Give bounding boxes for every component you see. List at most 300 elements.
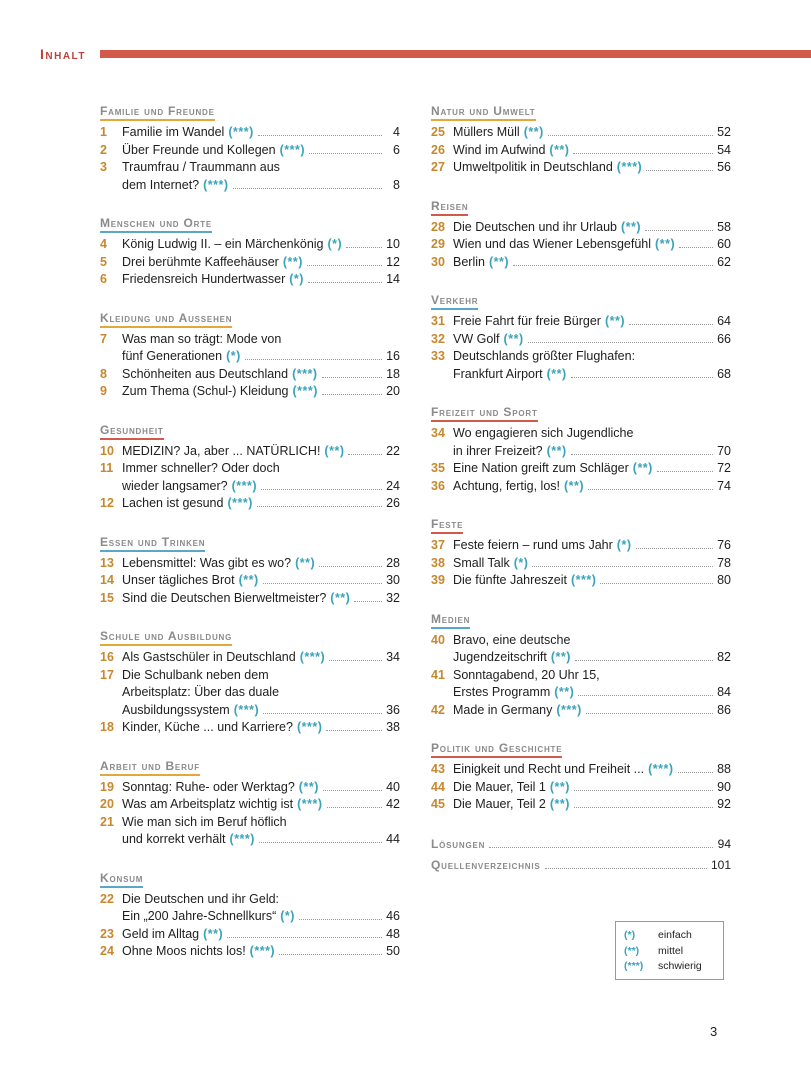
- page-ref: 32: [386, 590, 400, 605]
- toc-entry[interactable]: [100, 124, 400, 142]
- toc-entry[interactable]: [100, 891, 400, 926]
- entry-lines: [122, 236, 400, 254]
- entry-line: [453, 667, 731, 685]
- toc-entry[interactable]: [431, 555, 731, 573]
- toc-section: [431, 515, 731, 590]
- entry-line: [453, 313, 731, 331]
- chapter-number: 34: [431, 426, 445, 440]
- difficulty-marker: (***): [227, 496, 253, 510]
- chapter-title: Freie Fahrt für freie Bürger: [453, 314, 601, 328]
- page-ref: 12: [386, 254, 400, 269]
- page-ref: 82: [717, 650, 731, 664]
- toc-entry[interactable]: [431, 254, 731, 272]
- entry-lines: [122, 667, 400, 720]
- dot-leader: [513, 264, 713, 266]
- page-ref: 68: [717, 366, 731, 381]
- entry-line: [453, 632, 731, 650]
- entry-lines: [453, 142, 731, 160]
- entry-lines: [453, 702, 731, 720]
- page-ref: 62: [717, 254, 731, 269]
- chapter-title: Sonntagabend, 20 Uhr 15,: [453, 667, 600, 682]
- dot-leader: [573, 152, 713, 154]
- dot-leader: [645, 229, 713, 231]
- toc-entry[interactable]: [431, 537, 731, 555]
- page-ref: 92: [717, 797, 731, 811]
- toc-entry[interactable]: [431, 632, 731, 667]
- page-ref: 26: [386, 496, 400, 510]
- toc-section: [100, 533, 400, 608]
- dot-leader: [571, 376, 713, 378]
- entry-lines: [122, 590, 400, 608]
- entry-line: [122, 159, 400, 177]
- page-ref: 70: [717, 443, 731, 458]
- chapter-number: 41: [431, 667, 445, 682]
- dot-leader: [263, 712, 382, 714]
- chapter-number: 3: [100, 160, 107, 174]
- chapter-title: Deutschlands größter Flughafen:: [453, 349, 636, 363]
- dot-leader: [528, 341, 713, 343]
- toc-entry[interactable]: [100, 366, 400, 384]
- legend-symbol: (***): [624, 960, 644, 972]
- entry-lines: [453, 460, 731, 478]
- chapter-number: 26: [431, 142, 445, 157]
- toc-entry[interactable]: [431, 219, 731, 237]
- page-ref: 18: [386, 366, 400, 381]
- difficulty-marker: (*): [289, 272, 304, 286]
- page-ref: 46: [386, 909, 400, 923]
- difficulty-marker: (**): [295, 555, 316, 570]
- chapter-number: 24: [100, 944, 114, 958]
- chapter-title: Ausbildungssystem: [122, 702, 230, 717]
- entry-lines: [122, 891, 400, 926]
- chapter-title: und korrekt verhält: [122, 832, 226, 846]
- page-ref: 101: [710, 857, 731, 872]
- chapter-title: Frankfurt Airport: [453, 366, 543, 381]
- difficulty-marker: (***): [570, 573, 597, 587]
- dot-leader: [257, 505, 382, 507]
- entry-lines: [453, 219, 731, 237]
- toc-entry[interactable]: [100, 142, 400, 160]
- entry-lines: [453, 555, 731, 573]
- toc-entry[interactable]: [100, 590, 400, 608]
- chapter-title: fünf Generationen: [122, 349, 223, 363]
- toc-entry[interactable]: [431, 236, 731, 254]
- chapter-title: Geld im Alltag: [122, 926, 200, 941]
- entry-lines: [453, 572, 731, 590]
- difficulty-marker: (**): [546, 366, 567, 381]
- dot-leader: [227, 936, 382, 938]
- page-ref: 60: [717, 237, 731, 251]
- toc-entry[interactable]: [431, 124, 731, 142]
- chapter-number: 35: [431, 461, 445, 475]
- toc-entry[interactable]: [100, 943, 400, 961]
- legend-symbol: (**): [624, 944, 640, 957]
- difficulty-marker: (***): [229, 832, 255, 846]
- toc-entry[interactable]: [100, 926, 400, 944]
- toc-entry[interactable]: [100, 460, 400, 495]
- page-ref: 22: [386, 443, 400, 458]
- page-ref: 74: [717, 478, 731, 493]
- entry-line: [122, 555, 400, 573]
- entry-lines: [122, 460, 400, 495]
- extra-label: Lösungen: [431, 836, 486, 851]
- entry-line: [122, 254, 400, 272]
- chapter-title: Small Talk: [453, 555, 510, 570]
- chapter-number: 32: [431, 331, 445, 346]
- chapter-title: in ihrer Freizeit?: [453, 443, 543, 458]
- toc-column-left: [100, 102, 400, 981]
- difficulty-marker: (**): [203, 926, 224, 941]
- toc-entry[interactable]: [100, 495, 400, 513]
- toc-section: [431, 610, 731, 720]
- page-ref: 28: [386, 555, 400, 570]
- toc-extra-item[interactable]: [431, 855, 731, 876]
- chapter-title: Die Schulbank neben dem: [122, 667, 269, 682]
- page-ref: 72: [717, 461, 731, 475]
- entry-line: [453, 779, 731, 797]
- chapter-title: Einigkeit und Recht und Freiheit ...: [453, 762, 645, 776]
- toc-entry[interactable]: [431, 460, 731, 478]
- chapter-number: 2: [100, 142, 107, 157]
- chapter-title: Arbeitsplatz: Über das duale: [122, 685, 280, 699]
- difficulty-marker: (**): [549, 779, 570, 794]
- entry-line: [453, 348, 731, 366]
- chapter-title: Die Mauer, Teil 1: [453, 779, 546, 794]
- page-ref: 42: [386, 797, 400, 811]
- entry-line: [453, 761, 731, 779]
- entry-line: [122, 331, 400, 349]
- entry-lines: [122, 796, 400, 814]
- chapter-title: Traumfrau / Traummann aus: [122, 160, 280, 174]
- entry-line: [453, 796, 731, 814]
- section-title: Freizeit und Sport: [431, 405, 538, 422]
- page-ref: 58: [717, 219, 731, 234]
- difficulty-marker: (***): [297, 797, 323, 811]
- page-ref: 80: [717, 573, 731, 587]
- chapter-title: Die Deutschen und ihr Geld:: [122, 891, 280, 906]
- dot-leader: [327, 806, 382, 808]
- chapter-number: 13: [100, 555, 114, 570]
- chapter-number: 33: [431, 349, 445, 363]
- entry-lines: [453, 667, 731, 702]
- entry-lines: [453, 761, 731, 779]
- chapter-title: König Ludwig II. – ein Märchenkönig: [122, 237, 324, 251]
- page-ref: 30: [386, 573, 400, 587]
- entry-line: [122, 590, 400, 608]
- section-title: Politik und Geschichte: [431, 741, 562, 758]
- page-ref: 10: [386, 237, 400, 251]
- entry-line: [453, 555, 731, 573]
- chapter-number: 14: [100, 573, 114, 587]
- chapter-title: Jugendzeitschrift: [453, 650, 547, 664]
- chapter-title: Friedensreich Hundertwasser: [122, 272, 286, 286]
- difficulty-marker: (**): [554, 685, 575, 699]
- toc-entry[interactable]: [431, 478, 731, 496]
- entry-line: [453, 219, 731, 237]
- chapter-number: 28: [431, 219, 445, 234]
- toc-entry[interactable]: [100, 254, 400, 272]
- page-ref: 8: [393, 177, 400, 192]
- difficulty-marker: (***): [228, 125, 254, 139]
- toc-entry[interactable]: [100, 443, 400, 461]
- page-ref: 6: [393, 142, 400, 157]
- toc-entry[interactable]: [100, 572, 400, 590]
- chapter-title: Lachen ist gesund: [122, 496, 224, 510]
- chapter-title: Achtung, fertig, los!: [453, 478, 561, 493]
- entry-lines: [122, 124, 400, 142]
- toc-entry[interactable]: [431, 702, 731, 720]
- difficulty-marker: (*): [226, 349, 241, 363]
- entry-line: [122, 271, 400, 289]
- chapter-title: Ein „200 Jahre-Schnellkurs“: [122, 909, 277, 923]
- toc-extra-item[interactable]: [431, 834, 731, 855]
- entry-lines: [453, 425, 731, 460]
- toc-entry[interactable]: [100, 331, 400, 366]
- chapter-title: Erstes Programm: [453, 685, 551, 699]
- dot-leader: [326, 729, 382, 731]
- toc-entry[interactable]: [431, 331, 731, 349]
- chapter-number: 18: [100, 720, 114, 734]
- section-title: Kleidung und Aussehen: [100, 311, 232, 328]
- entry-lines: [453, 254, 731, 272]
- chapter-title: Familie im Wandel: [122, 125, 225, 139]
- page-ref: 94: [717, 836, 731, 851]
- page-ref: 16: [386, 349, 400, 363]
- chapter-number: 30: [431, 254, 445, 269]
- difficulty-marker: (**): [488, 254, 510, 269]
- difficulty-marker: (***): [292, 384, 318, 398]
- dot-leader: [279, 953, 382, 955]
- entry-line: [453, 537, 731, 555]
- chapter-title: Was man so trägt: Mode von: [122, 331, 282, 346]
- chapter-number: 11: [100, 461, 114, 475]
- toc-entry[interactable]: [431, 425, 731, 460]
- page-ref: 84: [717, 685, 731, 699]
- section-title: Gesundheit: [100, 423, 164, 440]
- entry-line: [122, 926, 400, 944]
- chapter-title: Was am Arbeitsplatz wichtig ist: [122, 797, 294, 811]
- toc-section: [431, 403, 731, 495]
- toc-section: [100, 102, 400, 194]
- chapter-title: Die fünfte Jahreszeit: [453, 573, 567, 587]
- page-ref: 14: [386, 272, 400, 286]
- entry-lines: [122, 719, 400, 737]
- toc-entry[interactable]: [431, 779, 731, 797]
- chapter-title: Feste feiern – rund ums Jahr: [453, 538, 613, 552]
- entry-line: [122, 236, 400, 254]
- page-ref: 24: [386, 478, 400, 493]
- chapter-number: 20: [100, 797, 114, 811]
- page-number: 3: [710, 1024, 718, 1039]
- chapter-number: 16: [100, 650, 114, 664]
- entry-lines: [122, 159, 400, 194]
- entry-lines: [453, 537, 731, 555]
- difficulty-marker: (**): [238, 573, 259, 587]
- entry-line: [122, 891, 400, 909]
- toc-entry[interactable]: [431, 348, 731, 383]
- difficulty-marker: (**): [655, 237, 676, 251]
- dot-leader: [346, 246, 382, 248]
- entry-line: [453, 124, 731, 142]
- toc-entry[interactable]: [431, 159, 731, 177]
- entry-lines: [122, 555, 400, 573]
- toc-entry[interactable]: [431, 313, 731, 331]
- toc-entry[interactable]: [100, 796, 400, 814]
- dot-leader: [588, 488, 713, 490]
- toc-section: [431, 739, 731, 814]
- difficulty-marker: (**): [282, 254, 303, 269]
- section-title: Konsum: [100, 871, 143, 888]
- difficulty-marker: (**): [523, 125, 544, 139]
- entry-line: [453, 684, 731, 702]
- difficulty-marker: (*): [280, 909, 295, 923]
- entry-lines: [453, 348, 731, 383]
- page-ref: 20: [386, 384, 400, 398]
- chapter-number: 44: [431, 779, 445, 794]
- entry-line: [122, 495, 400, 513]
- toc-entry[interactable]: [100, 236, 400, 254]
- entry-lines: [122, 814, 400, 849]
- dot-leader: [532, 565, 713, 567]
- entry-lines: [453, 124, 731, 142]
- entry-lines: [122, 254, 400, 272]
- chapter-title: Bravo, eine deutsche: [453, 632, 571, 647]
- toc-entry[interactable]: [431, 142, 731, 160]
- dot-leader: [636, 547, 714, 549]
- difficulty-marker: (**): [503, 331, 524, 346]
- difficulty-marker: (**): [550, 650, 571, 664]
- toc-entry[interactable]: [431, 667, 731, 702]
- dot-leader: [646, 169, 713, 171]
- difficulty-marker: (*): [616, 538, 632, 552]
- entry-lines: [122, 495, 400, 513]
- entry-line: [122, 796, 400, 814]
- page-ref: 34: [386, 650, 400, 664]
- chapter-title: Sonntag: Ruhe- oder Werktag?: [122, 779, 295, 794]
- entry-line: [122, 443, 400, 461]
- chapter-title: Die Deutschen und ihr Urlaub: [453, 219, 617, 234]
- dot-leader: [245, 358, 382, 360]
- difficulty-marker: (**): [604, 314, 626, 328]
- section-title: Essen und Trinken: [100, 535, 205, 552]
- dot-leader: [578, 694, 713, 696]
- chapter-number: 10: [100, 443, 114, 458]
- page-ref: 64: [717, 314, 731, 328]
- toc-entry[interactable]: [100, 271, 400, 289]
- dot-leader: [322, 376, 382, 378]
- entry-line: [122, 719, 400, 737]
- chapter-number: 36: [431, 478, 445, 493]
- chapter-number: 38: [431, 555, 445, 570]
- chapter-number: 39: [431, 573, 445, 587]
- chapter-title: Sind die Deutschen Bierweltmeister?: [122, 590, 327, 605]
- difficulty-marker: (**): [549, 142, 570, 157]
- entry-lines: [453, 779, 731, 797]
- toc-entry[interactable]: [100, 667, 400, 720]
- toc-entry[interactable]: [100, 555, 400, 573]
- extra-label: Quellenverzeichnis: [431, 857, 541, 872]
- toc-entry[interactable]: [431, 572, 731, 590]
- dot-leader: [574, 806, 713, 808]
- dot-leader: [319, 565, 382, 567]
- chapter-number: 4: [100, 237, 107, 251]
- difficulty-marker: (**): [546, 443, 567, 458]
- chapter-number: 17: [100, 667, 114, 682]
- toc-entry[interactable]: [100, 814, 400, 849]
- difficulty-marker: (***): [279, 142, 305, 157]
- toc-entry[interactable]: [100, 719, 400, 737]
- toc-entry[interactable]: [431, 796, 731, 814]
- entry-line: [453, 236, 731, 254]
- dot-leader: [679, 246, 713, 248]
- dot-leader: [657, 470, 713, 472]
- difficulty-marker: (*): [513, 555, 529, 570]
- section-title: Menschen und Orte: [100, 216, 212, 233]
- dot-leader: [299, 918, 382, 920]
- dot-leader: [261, 488, 382, 490]
- chapter-number: 43: [431, 762, 445, 776]
- chapter-number: 21: [100, 814, 114, 829]
- toc-section: [431, 291, 731, 383]
- toc-entry[interactable]: [100, 649, 400, 667]
- toc-section: [100, 214, 400, 289]
- difficulty-marker: (***): [249, 944, 276, 958]
- entry-lines: [122, 572, 400, 590]
- chapter-title: wieder langsamer?: [122, 478, 228, 493]
- toc-entry[interactable]: [431, 761, 731, 779]
- dot-leader: [322, 393, 382, 395]
- legend-label: mittel: [658, 944, 684, 957]
- dot-leader: [348, 453, 382, 455]
- difficulty-marker: (**): [324, 443, 345, 458]
- entry-line: [122, 814, 400, 832]
- page-ref: 90: [717, 779, 731, 794]
- toc-section: [431, 102, 731, 177]
- entry-lines: [453, 796, 731, 814]
- dot-leader: [600, 582, 713, 584]
- difficulty-marker: (***): [292, 366, 318, 381]
- chapter-title: Die Mauer, Teil 2: [453, 797, 546, 811]
- chapter-title: Ohne Moos nichts los!: [122, 944, 246, 958]
- chapter-title: Eine Nation greift zum Schläger: [453, 461, 629, 475]
- section-title: Medien: [431, 612, 470, 629]
- page-ref: 40: [386, 779, 400, 794]
- toc-section: [431, 197, 731, 272]
- entry-line: [122, 831, 400, 849]
- chapter-title: Umweltpolitik in Deutschland: [453, 160, 613, 174]
- toc-entry[interactable]: [100, 159, 400, 194]
- legend-row: [624, 944, 715, 960]
- toc-section: [100, 627, 400, 737]
- entry-lines: [453, 331, 731, 349]
- entry-line: [122, 348, 400, 366]
- toc-entry[interactable]: [100, 779, 400, 797]
- chapter-number: 8: [100, 366, 107, 381]
- legend-label: schwierig: [658, 960, 702, 972]
- entry-lines: [453, 159, 731, 177]
- entry-line: [122, 779, 400, 797]
- difficulty-marker: (***): [556, 702, 582, 717]
- toc-section: [100, 869, 400, 961]
- entry-line: [453, 572, 731, 590]
- entry-lines: [122, 366, 400, 384]
- chapter-number: 22: [100, 891, 114, 906]
- dot-leader: [258, 134, 382, 136]
- entry-line: [122, 908, 400, 926]
- toc-entry[interactable]: [100, 383, 400, 401]
- entry-line: [453, 443, 731, 461]
- entry-line: [453, 702, 731, 720]
